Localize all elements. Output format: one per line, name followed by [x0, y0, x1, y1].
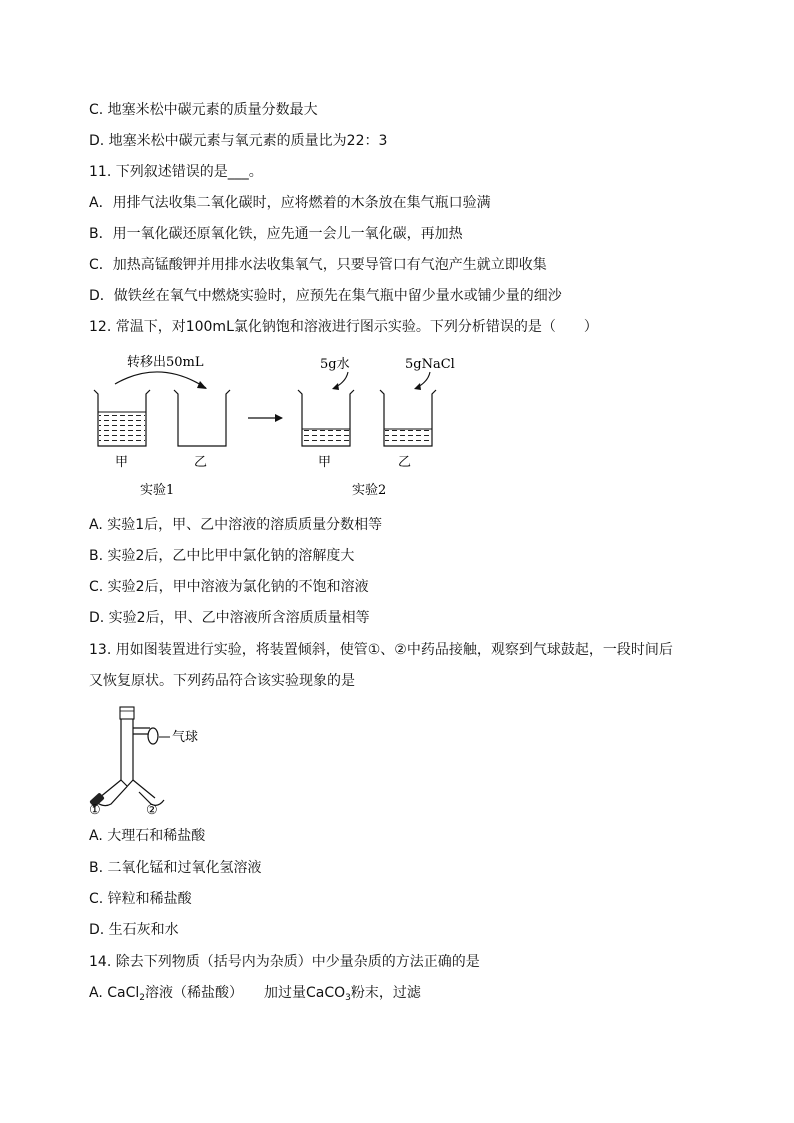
q13-option-a: A. 大理石和稀盐酸 [89, 828, 206, 844]
tube-2-label: ② [146, 803, 158, 817]
beaker-jia-exp1 [94, 390, 150, 446]
exp1-label: 实验1 [140, 483, 175, 498]
tube-2 [121, 780, 164, 805]
q13-option-d: D. 生石灰和水 [89, 922, 179, 938]
q14a-post: 粉末，过滤 [350, 985, 421, 1001]
q12-option-a: A. 实验1后，甲、乙中溶液的溶质质量分数相等 [89, 517, 383, 533]
q14-stem: 14. 除去下列物质（括号内为杂质）中少量杂质的方法正确的是 [89, 954, 480, 970]
beaker-jia-label-1: 甲 [115, 455, 129, 470]
beaker-yi-exp2 [380, 390, 436, 446]
q13-option-b: B. 二氧化锰和过氧化氢溶液 [89, 860, 262, 876]
beaker-jia-label-2: 甲 [318, 455, 332, 470]
q12-figure [80, 348, 500, 498]
stopper [120, 707, 134, 719]
beaker-yi-label-2: 乙 [398, 455, 412, 470]
q12-option-d: D. 实验2后，甲、乙中溶液所含溶质质量相等 [89, 610, 370, 626]
nacl-label: 5gNaCl [405, 357, 455, 372]
q10-option-c: C. 地塞米松中碳元素的质量分数最大 [89, 102, 318, 118]
q13-stem: 13. 用如图装置进行实验，将装置倾斜，使管①、②中药品接触，观察到气球鼓起，一段时间后 [89, 642, 673, 658]
q14a-pre: A. CaCl [89, 985, 140, 1001]
q13-figure [84, 702, 224, 817]
q14a-sub1: 2 [139, 993, 145, 1003]
water-label: 5g水 [320, 357, 350, 372]
q11-stem: 11. 下列叙述错误的是___。 [89, 164, 263, 180]
transfer-arrow [115, 372, 206, 388]
beaker-jia-exp2 [298, 390, 354, 446]
beaker-yi-label-1: 乙 [194, 455, 208, 470]
q12-stem: 12. 常温下，对100mL氯化钠饱和溶液进行图示实验。下列分析错误的是（ ） [89, 319, 598, 335]
q14a-sub2: 3 [345, 993, 351, 1003]
q11-option-a: A．用排气法收集二氧化碳时，应将燃着的木条放在集气瓶口验满 [89, 195, 491, 211]
q14-option-a [89, 983, 421, 1003]
q11-option-d: D．做铁丝在氧气中燃烧实验时，应预先在集气瓶中留少量水或铺少量的细沙 [89, 288, 562, 304]
transfer-label: 转移出50mL [127, 355, 204, 370]
q13-option-c: C. 锌粒和稀盐酸 [89, 891, 192, 907]
q14a-mid: 溶液（稀盐酸） 加过量CaCO [145, 985, 346, 1001]
tube-1-label: ① [89, 803, 101, 817]
tube-1 [96, 780, 133, 806]
q11-option-b: B．用一氧化碳还原氧化铁，应先通一会儿一氧化碳，再加热 [89, 226, 463, 242]
balloon [148, 728, 158, 744]
beaker-yi-exp1 [174, 390, 230, 446]
q10-option-d: D. 地塞米松中碳元素与氧元素的质量比为22：3 [89, 133, 388, 149]
exp2-label: 实验2 [352, 483, 387, 498]
balloon-label: 气球 [172, 730, 199, 745]
q13-stem-cont: 又恢复原状。下列药品符合该实验现象的是 [89, 673, 355, 689]
q11-option-c: C．加热高锰酸钾并用排水法收集氧气，只要导管口有气泡产生就立即收集 [89, 257, 547, 273]
q12-option-c: C. 实验2后，甲中溶液为氯化钠的不饱和溶液 [89, 579, 369, 595]
q12-option-b: B. 实验2后，乙中比甲中氯化钠的溶解度大 [89, 548, 355, 564]
